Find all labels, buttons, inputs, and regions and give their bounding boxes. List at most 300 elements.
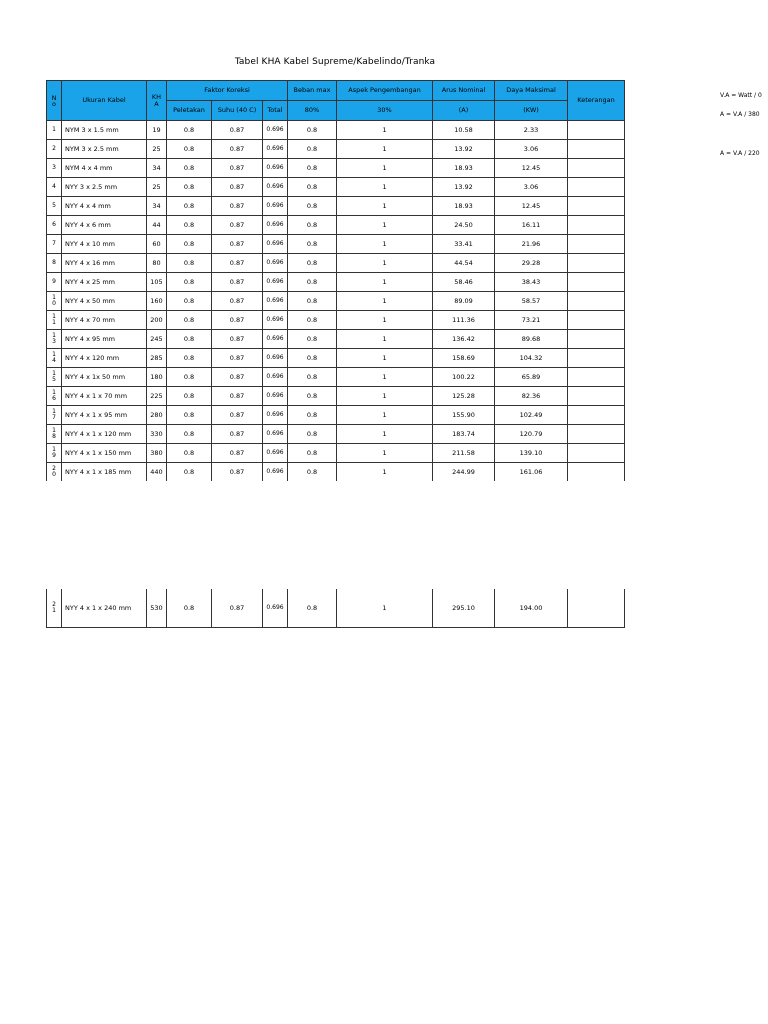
cell-arus: 136.42: [433, 330, 495, 349]
cell-daya: 29.28: [495, 254, 568, 273]
cell-daya: 194.00: [495, 589, 568, 628]
cell-suhu: 0.87: [212, 121, 263, 140]
table-row: [47, 216, 625, 235]
cell-ukuran: NYM 3 x 1.5 mm: [62, 121, 147, 140]
cell-no-text: 4: [52, 183, 56, 190]
cell-total: [263, 425, 288, 444]
cell-peletakan: 0.8: [167, 368, 212, 387]
cell-arus: 33.41: [433, 235, 495, 254]
cell-ukuran: NYY 4 x 1 x 95 mm: [62, 406, 147, 425]
cell-ket: [568, 589, 625, 628]
header-aspek: Aspek Pengembangan: [337, 81, 433, 101]
cell-ukuran: NYY 4 x 1 x 150 mm: [62, 444, 147, 463]
cell-peletakan: 0.8: [167, 235, 212, 254]
cell-aspek: 1: [337, 292, 433, 311]
cell-beban: 0.8: [288, 425, 337, 444]
cell-beban: 0.8: [288, 368, 337, 387]
cell-total: [263, 292, 288, 311]
cell-beban: 0.8: [288, 159, 337, 178]
cell-kha: 19: [147, 121, 167, 140]
cell-no-text: 16: [52, 389, 56, 402]
cell-suhu: 0.87: [212, 178, 263, 197]
cell-aspek: 1: [337, 444, 433, 463]
cell-suhu: 0.87: [212, 273, 263, 292]
cell-no-text: 18: [52, 427, 56, 440]
cell-ket: [568, 216, 625, 235]
cell-peletakan: 0.8: [167, 311, 212, 330]
cell-ukuran: NYY 4 x 1 x 120 mm: [62, 425, 147, 444]
cell-total-text: 0.696: [266, 202, 284, 209]
cell-aspek: 1: [337, 311, 433, 330]
cell-beban: 0.8: [288, 216, 337, 235]
cell-ket: [568, 463, 625, 482]
cell-arus: 18.93: [433, 197, 495, 216]
cell-suhu: 0.87: [212, 444, 263, 463]
cell-total: [263, 387, 288, 406]
cell-ket: [568, 140, 625, 159]
cell-arus: 18.93: [433, 159, 495, 178]
cell-daya: 3.06: [495, 178, 568, 197]
cell-ket: [568, 159, 625, 178]
cell-no: [47, 273, 62, 292]
cell-no: [47, 463, 62, 482]
cell-no: [47, 589, 62, 628]
cell-arus: 244.99: [433, 463, 495, 482]
header-total: Total: [263, 101, 288, 121]
cell-arus: 155.90: [433, 406, 495, 425]
cell-ukuran: NYY 4 x 120 mm: [62, 349, 147, 368]
cell-ket: [568, 292, 625, 311]
cell-beban: 0.8: [288, 330, 337, 349]
cell-aspek: 1: [337, 159, 433, 178]
cell-aspek: 1: [337, 425, 433, 444]
cell-peletakan: 0.8: [167, 406, 212, 425]
table-body-continued: [47, 589, 625, 628]
cell-beban: 0.8: [288, 349, 337, 368]
cell-aspek: 1: [337, 387, 433, 406]
cell-total: [263, 349, 288, 368]
cell-kha: 200: [147, 311, 167, 330]
cell-suhu: 0.87: [212, 311, 263, 330]
cell-kha: 34: [147, 159, 167, 178]
cell-beban: 0.8: [288, 463, 337, 482]
cell-suhu: 0.87: [212, 463, 263, 482]
cell-no: [47, 140, 62, 159]
cell-daya: 21.96: [495, 235, 568, 254]
cell-beban: 0.8: [288, 292, 337, 311]
cell-no-text: 7: [52, 240, 56, 247]
cell-aspek: 1: [337, 235, 433, 254]
cell-ket: [568, 235, 625, 254]
cell-total-text: 0.696: [266, 392, 284, 399]
cell-daya: 16.11: [495, 216, 568, 235]
cell-total-text: 0.696: [266, 373, 284, 380]
cell-ket: [568, 254, 625, 273]
cell-kha: 60: [147, 235, 167, 254]
cell-arus: 89.09: [433, 292, 495, 311]
cell-total: [263, 406, 288, 425]
cell-arus: 100.22: [433, 368, 495, 387]
cell-aspek: 1: [337, 273, 433, 292]
cell-ukuran: NYY 4 x 4 mm: [62, 197, 147, 216]
cell-arus: 295.10: [433, 589, 495, 628]
cell-aspek: 1: [337, 121, 433, 140]
cell-no-text: 6: [52, 221, 56, 228]
cell-aspek: 1: [337, 349, 433, 368]
header-daya-unit: (KW): [495, 101, 568, 121]
cell-no-text: 17: [52, 408, 56, 421]
cell-aspek: 1: [337, 140, 433, 159]
cell-beban: 0.8: [288, 273, 337, 292]
cell-ukuran: NYY 4 x 25 mm: [62, 273, 147, 292]
table-row: [47, 349, 625, 368]
cell-total: [263, 235, 288, 254]
cell-no-text: 20: [52, 465, 56, 478]
cell-daya: 65.89: [495, 368, 568, 387]
cell-daya: 120.79: [495, 425, 568, 444]
cell-total-text: 0.696: [266, 221, 284, 228]
cell-ket: [568, 121, 625, 140]
kha-table: [46, 80, 625, 481]
cell-kha: 245: [147, 330, 167, 349]
cell-total: [263, 159, 288, 178]
cell-aspek: 1: [337, 406, 433, 425]
table-row: [47, 444, 625, 463]
table-body: [47, 121, 625, 482]
header-peletakan: Peletakan: [167, 101, 212, 121]
cell-ukuran: NYY 4 x 95 mm: [62, 330, 147, 349]
table-row: [47, 406, 625, 425]
cell-ket: [568, 444, 625, 463]
cell-total-text: 0.696: [266, 411, 284, 418]
cell-arus: 158.69: [433, 349, 495, 368]
cell-total: [263, 311, 288, 330]
cell-total-text: 0.696: [266, 335, 284, 342]
cell-arus: 211.58: [433, 444, 495, 463]
cell-no-text: 10: [52, 294, 56, 307]
cell-ket: [568, 178, 625, 197]
header-arus: Arus Nominal: [433, 81, 495, 101]
cell-kha: 44: [147, 216, 167, 235]
cell-total: [263, 330, 288, 349]
cell-no-text: 8: [52, 259, 56, 266]
cell-beban: 0.8: [288, 197, 337, 216]
cell-arus: 58.46: [433, 273, 495, 292]
cell-aspek: 1: [337, 589, 433, 628]
cell-beban: 0.8: [288, 140, 337, 159]
cell-suhu: 0.87: [212, 254, 263, 273]
table-row: [47, 463, 625, 482]
cell-kha: 225: [147, 387, 167, 406]
cell-total-text: 0.696: [266, 468, 284, 475]
cell-ukuran: NYY 4 x 1x 50 mm: [62, 368, 147, 387]
table-row: [47, 387, 625, 406]
cell-no: [47, 235, 62, 254]
cell-ukuran: NYM 4 x 4 mm: [62, 159, 147, 178]
cell-total: [263, 121, 288, 140]
cell-ket: [568, 349, 625, 368]
cell-kha: 25: [147, 140, 167, 159]
table-row: [47, 121, 625, 140]
cell-total-text: 0.696: [266, 126, 284, 133]
cell-peletakan: 0.8: [167, 216, 212, 235]
cell-beban: 0.8: [288, 589, 337, 628]
cell-ket: [568, 368, 625, 387]
cell-ket: [568, 387, 625, 406]
cell-daya: 161.06: [495, 463, 568, 482]
table-row: [47, 425, 625, 444]
table-row: [47, 292, 625, 311]
header-aspek-pct: 30%: [337, 101, 433, 121]
cell-total-text: 0.696: [266, 430, 284, 437]
cell-suhu: 0.87: [212, 159, 263, 178]
cell-ket: [568, 406, 625, 425]
cell-peletakan: 0.8: [167, 197, 212, 216]
cell-total-text: 0.696: [266, 354, 284, 361]
cell-aspek: 1: [337, 330, 433, 349]
cell-aspek: 1: [337, 216, 433, 235]
cell-no: [47, 425, 62, 444]
cell-total: [263, 368, 288, 387]
cell-total: [263, 216, 288, 235]
cell-peletakan: 0.8: [167, 140, 212, 159]
cell-no-text: 21: [52, 601, 56, 614]
cell-peletakan: 0.8: [167, 463, 212, 482]
cell-ukuran: NYY 4 x 50 mm: [62, 292, 147, 311]
cell-ukuran: NYY 4 x 1 x 240 mm: [62, 589, 147, 628]
cell-daya: 104.32: [495, 349, 568, 368]
cell-ukuran: NYY 4 x 1 x 70 mm: [62, 387, 147, 406]
cell-arus: 111.36: [433, 311, 495, 330]
cell-ukuran: NYY 4 x 16 mm: [62, 254, 147, 273]
cell-peletakan: 0.8: [167, 273, 212, 292]
cell-daya: 73.21: [495, 311, 568, 330]
cell-no-text: 2: [52, 145, 56, 152]
cell-peletakan: 0.8: [167, 349, 212, 368]
cell-kha: 280: [147, 406, 167, 425]
page-title: Tabel KHA Kabel Supreme/Kabelindo/Tranka: [234, 57, 436, 67]
cell-peletakan: 0.8: [167, 254, 212, 273]
cell-ket: [568, 273, 625, 292]
cell-ket: [568, 330, 625, 349]
table-row: [47, 368, 625, 387]
cell-suhu: 0.87: [212, 292, 263, 311]
cell-no: [47, 178, 62, 197]
cell-peletakan: 0.8: [167, 330, 212, 349]
cell-ket: [568, 425, 625, 444]
cell-no: [47, 311, 62, 330]
cell-total-text: 0.696: [266, 164, 284, 171]
header-beban: Beban max: [288, 81, 337, 101]
cell-daya: 82.36: [495, 387, 568, 406]
cell-suhu: 0.87: [212, 197, 263, 216]
cell-daya: 2.33: [495, 121, 568, 140]
cell-ukuran: NYY 4 x 70 mm: [62, 311, 147, 330]
cell-no-text: 1: [52, 126, 56, 133]
cell-total-text: 0.696: [266, 278, 284, 285]
cell-total: [263, 178, 288, 197]
header-kha: [147, 81, 167, 121]
header-ukuran: Ukuran Kabel: [62, 81, 147, 121]
header-kha-text: KHA: [151, 92, 162, 108]
cell-total-text: 0.696: [266, 297, 284, 304]
cell-aspek: 1: [337, 197, 433, 216]
cell-no: [47, 159, 62, 178]
table-row: [47, 235, 625, 254]
cell-beban: 0.8: [288, 235, 337, 254]
cell-beban: 0.8: [288, 254, 337, 273]
cell-no: [47, 330, 62, 349]
cell-ukuran: NYM 3 x 2.5 mm: [62, 140, 147, 159]
cell-no: [47, 387, 62, 406]
cell-peletakan: 0.8: [167, 159, 212, 178]
cell-peletakan: 0.8: [167, 387, 212, 406]
header-suhu: Suhu (40 C): [212, 101, 263, 121]
cell-beban: 0.8: [288, 311, 337, 330]
cell-total: [263, 140, 288, 159]
cell-ukuran: NYY 4 x 6 mm: [62, 216, 147, 235]
cell-peletakan: 0.8: [167, 425, 212, 444]
cell-peletakan: 0.8: [167, 589, 212, 628]
cell-kha: 380: [147, 444, 167, 463]
table-row: [47, 311, 625, 330]
cell-total-text: 0.696: [266, 316, 284, 323]
cell-beban: 0.8: [288, 387, 337, 406]
cell-arus: 13.92: [433, 140, 495, 159]
cell-daya: 102.49: [495, 406, 568, 425]
table-row: [47, 330, 625, 349]
cell-daya: 12.45: [495, 197, 568, 216]
table-row: [47, 197, 625, 216]
table-row: [47, 589, 625, 628]
cell-total: [263, 254, 288, 273]
table-row: [47, 178, 625, 197]
cell-suhu: 0.87: [212, 387, 263, 406]
cell-beban: 0.8: [288, 178, 337, 197]
cell-total-text: 0.696: [266, 240, 284, 247]
header-beban-pct: 80%: [288, 101, 337, 121]
cell-no-text: 14: [52, 351, 56, 364]
cell-kha: 80: [147, 254, 167, 273]
cell-no: [47, 216, 62, 235]
table-row: [47, 140, 625, 159]
header-no: [47, 81, 62, 121]
cell-no: [47, 349, 62, 368]
cell-ket: [568, 197, 625, 216]
cell-total: [263, 463, 288, 482]
cell-total-text: 0.696: [266, 604, 284, 611]
cell-arus: 24.50: [433, 216, 495, 235]
cell-suhu: 0.87: [212, 368, 263, 387]
cell-kha: 285: [147, 349, 167, 368]
cell-suhu: 0.87: [212, 406, 263, 425]
cell-kha: 180: [147, 368, 167, 387]
cell-daya: 38.43: [495, 273, 568, 292]
cell-aspek: 1: [337, 178, 433, 197]
cell-arus: 10.58: [433, 121, 495, 140]
cell-aspek: 1: [337, 463, 433, 482]
cell-total: [263, 444, 288, 463]
cell-kha: 34: [147, 197, 167, 216]
cell-arus: 44.54: [433, 254, 495, 273]
cell-arus: 13.92: [433, 178, 495, 197]
cell-total: [263, 589, 288, 628]
cell-daya: 12.45: [495, 159, 568, 178]
table-row: [47, 254, 625, 273]
header-arus-unit: (A): [433, 101, 495, 121]
cell-beban: 0.8: [288, 121, 337, 140]
cell-suhu: 0.87: [212, 349, 263, 368]
cell-peletakan: 0.8: [167, 121, 212, 140]
cell-beban: 0.8: [288, 444, 337, 463]
cell-no: [47, 444, 62, 463]
cell-no: [47, 368, 62, 387]
cell-total-text: 0.696: [266, 259, 284, 266]
cell-kha: 440: [147, 463, 167, 482]
header-keterangan: Keterangan: [568, 81, 625, 121]
cell-no: [47, 197, 62, 216]
side-note: A = V.A / 380: [720, 111, 760, 118]
header-daya: Daya Maksimal: [495, 81, 568, 101]
cell-no-text: 3: [52, 164, 56, 171]
cell-no: [47, 406, 62, 425]
cell-suhu: 0.87: [212, 216, 263, 235]
cell-total: [263, 197, 288, 216]
cell-daya: 3.06: [495, 140, 568, 159]
cell-aspek: 1: [337, 368, 433, 387]
cell-suhu: 0.87: [212, 589, 263, 628]
cell-suhu: 0.87: [212, 330, 263, 349]
cell-daya: 58.57: [495, 292, 568, 311]
cell-peletakan: 0.8: [167, 444, 212, 463]
cell-kha: 105: [147, 273, 167, 292]
cell-aspek: 1: [337, 254, 433, 273]
cell-total-text: 0.696: [266, 145, 284, 152]
side-note: V.A = Watt / 0: [720, 92, 762, 99]
header-no-text: No: [51, 93, 57, 108]
cell-no: [47, 292, 62, 311]
kha-table-continued: [46, 589, 625, 628]
cell-no-text: 13: [52, 332, 56, 345]
side-note: A = V.A / 220: [720, 150, 760, 157]
cell-kha: 25: [147, 178, 167, 197]
cell-no-text: 11: [52, 313, 56, 326]
cell-kha: 330: [147, 425, 167, 444]
cell-no: [47, 121, 62, 140]
cell-no-text: 19: [52, 446, 56, 459]
cell-no-text: 9: [52, 278, 56, 285]
cell-arus: 125.28: [433, 387, 495, 406]
cell-suhu: 0.87: [212, 235, 263, 254]
cell-total: [263, 273, 288, 292]
cell-total-text: 0.696: [266, 449, 284, 456]
cell-daya: 89.68: [495, 330, 568, 349]
cell-peletakan: 0.8: [167, 292, 212, 311]
cell-arus: 183.74: [433, 425, 495, 444]
table-row: [47, 159, 625, 178]
cell-no: [47, 254, 62, 273]
cell-ukuran: NYY 4 x 10 mm: [62, 235, 147, 254]
cell-ket: [568, 311, 625, 330]
table-row: [47, 273, 625, 292]
cell-peletakan: 0.8: [167, 178, 212, 197]
cell-ukuran: NYY 3 x 2.5 mm: [62, 178, 147, 197]
cell-no-text: 15: [52, 370, 56, 383]
cell-no-text: 5: [52, 202, 56, 209]
cell-kha: 530: [147, 589, 167, 628]
cell-total-text: 0.696: [266, 183, 284, 190]
cell-daya: 139.10: [495, 444, 568, 463]
